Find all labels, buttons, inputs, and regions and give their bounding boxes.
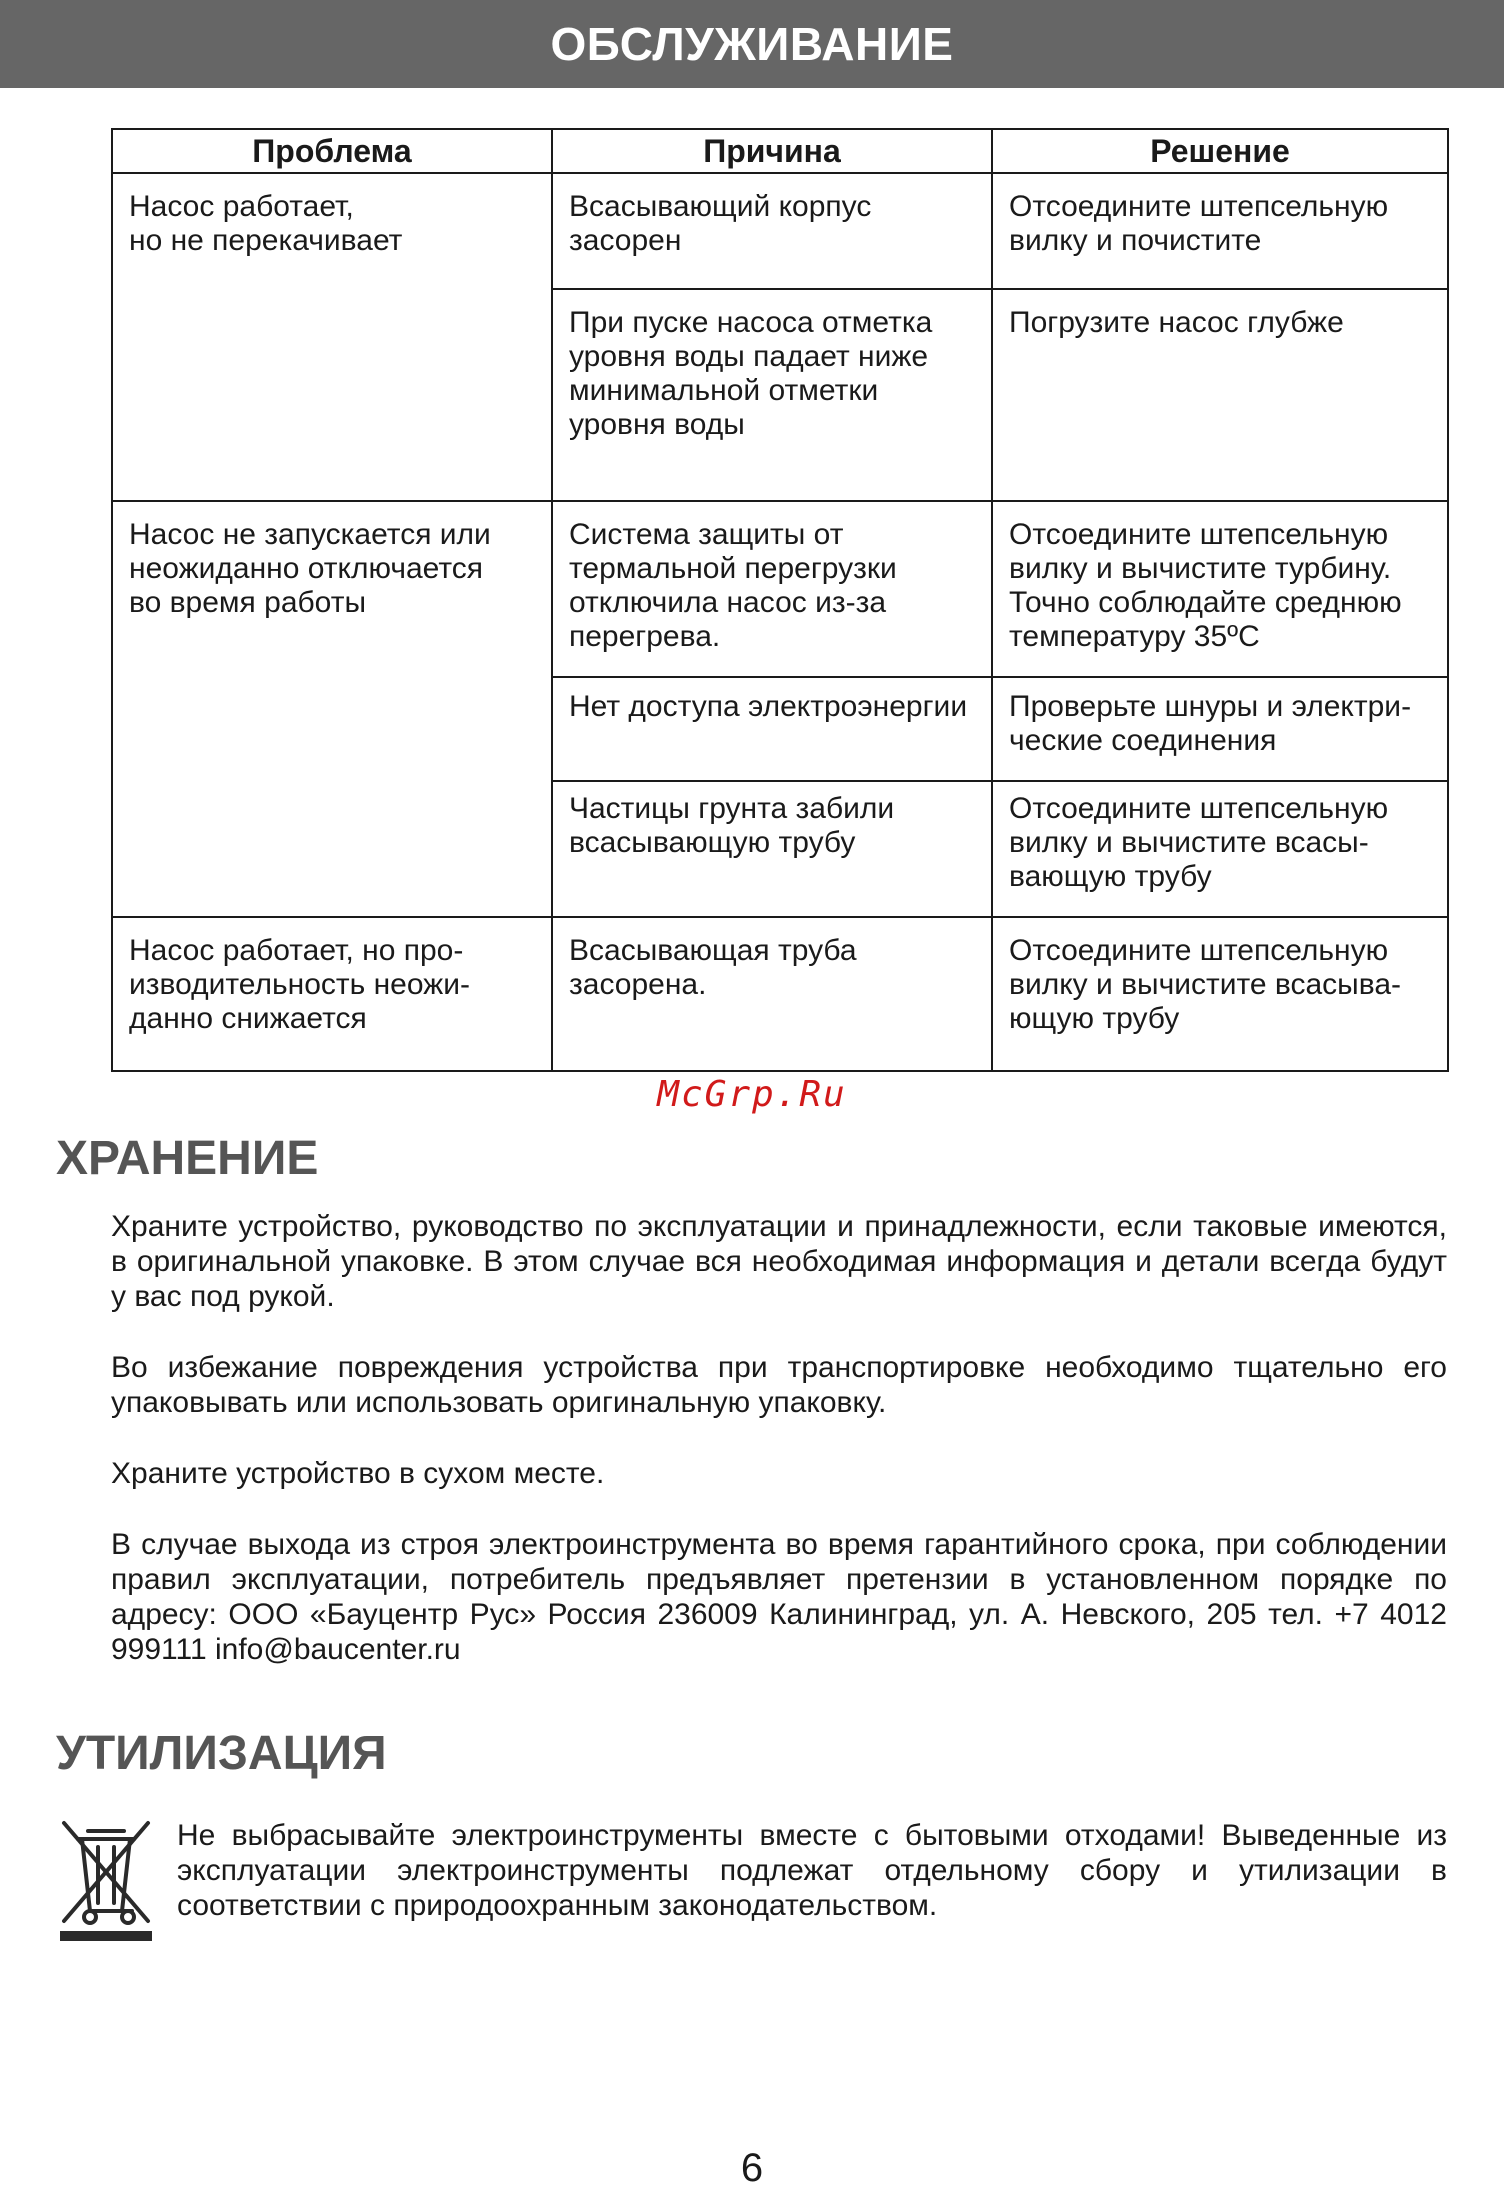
table-row [112,917,1448,1071]
cause-cell: Всасывающий корпус засорен [552,173,992,289]
solution-cell: Проверьте шнуры и электри- ческие соединения [992,677,1448,781]
cause-cell: Частицы грунта забили всасывающую трубу [552,781,992,917]
storage-paragraph: В случае выхода из строя электроинструмента во время гарантийного срока, при соблюдении правил эксплуатации, потребитель предъявляет претензии в установленном порядке по адресу: ООО «Бауцентр Рус» Россия 236009 Калининград, ул. А. Невского, 205 тел. +7 4012 999111 info@baucenter.ru [111,1528,1447,1666]
troubleshooting-table [111,128,1449,1072]
page-title: ОБСЛУЖИВАНИЕ [550,18,954,70]
solution-cell: Отсоедините штепсельную вилку и вычистите турбину. Точно соблюдайте среднюю температуру 35ºС [992,501,1448,677]
column-header-problem: Проблема [112,129,552,173]
crossed-out-wheelie-bin-icon [58,1817,154,1943]
cause-cell: Система защиты от термальной перегрузки отключила насос из-за перегрева. [552,501,992,677]
solution-cell: Погрузите насос глубже [992,289,1448,501]
solution-cell: Отсоедините штепсельную вилку и вычистите всасы- вающую трубу [992,781,1448,917]
disposal-paragraph: Не выбрасывайте электроинструменты вместе с бытовыми отходами! Выведенные из эксплуатации электроинструменты подлежат отдельному сбору и утилизации в соответствии с природоохранным законодательством. [177,1819,1447,1922]
section-banner [0,0,1504,88]
table-row [112,173,1448,289]
problem-cell: Насос работает, но не перекачивает [112,173,552,501]
column-header-solution: Решение [992,129,1448,173]
cause-cell: Всасывающая труба засорена. [552,917,992,1071]
watermark: McGrp.Ru [657,1074,847,1115]
table-row [112,501,1448,677]
solution-cell: Отсоедините штепсельную вилку и почистите [992,173,1448,289]
storage-paragraph: Храните устройство в сухом месте. [111,1457,605,1490]
page-number: 6 [740,2146,764,2190]
storage-paragraph: Во избежание повреждения устройства при транспортировке необходимо тщательно его упаковывать или использовать оригинальную упаковку. [111,1351,1447,1419]
cause-cell: Нет доступа электроэнергии [552,677,992,781]
table-header-row [112,129,1448,173]
column-header-cause: Причина [552,129,992,173]
problem-cell: Насос не запускается или неожиданно отключается во время работы [112,501,552,917]
disposal-heading: УТИЛИЗАЦИЯ [56,1727,387,1780]
storage-heading: ХРАНЕНИЕ [56,1132,319,1185]
cause-cell: При пуске насоса отметка уровня воды падает ниже минимальной отметки уровня воды [552,289,992,501]
problem-cell: Насос работает, но про- изводительность неожи- данно снижается [112,917,552,1071]
solution-cell: Отсоедините штепсельную вилку и вычистите всасыва- ющую трубу [992,917,1448,1071]
storage-paragraph: Храните устройство, руководство по эксплуатации и принадлежности, если таковые имеются, в оригинальной упаковке. В этом случае вся необходимая информация и детали всегда будут у вас под рукой. [111,1210,1447,1313]
